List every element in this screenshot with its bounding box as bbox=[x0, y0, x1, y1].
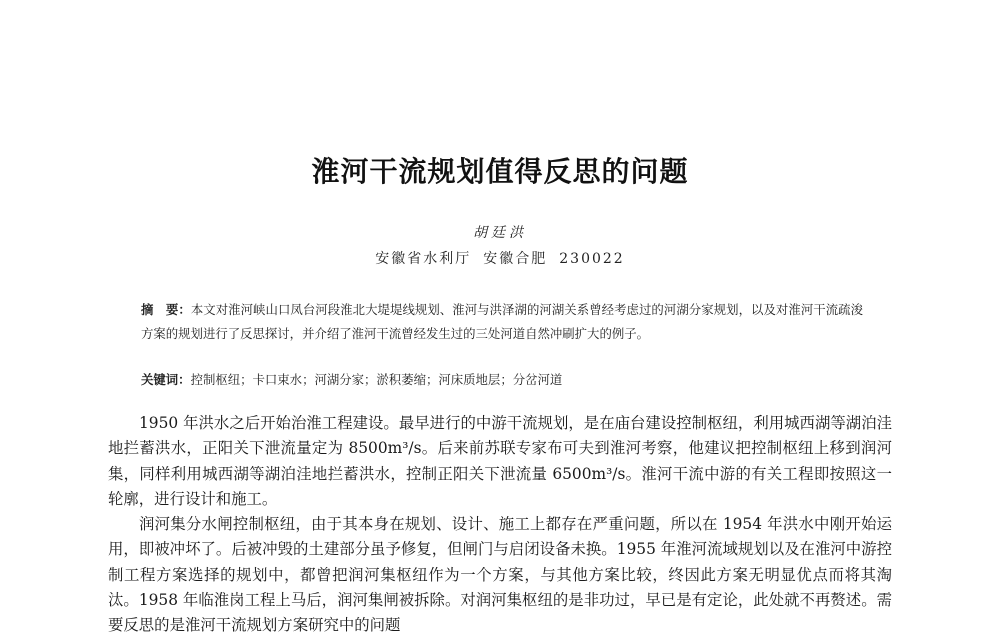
body-text bbox=[108, 411, 892, 639]
affiliation-city: 安徽合肥 bbox=[483, 251, 548, 267]
abstract bbox=[141, 298, 863, 346]
paragraph-2: 润河集分水闸控制枢纽，由于其本身在规划、设计、施工上都存在严重问题，所以在 1954 年洪水中刚开始运用，即被冲坏了。后被冲毁的土建部分虽予修复，但闸门与启闭设备未换。1955 年淮河流域规划以及在淮河中游控制工程方案选择的规划中，都曾把润河集枢纽作为一个方案，与其他方案比较，终因此方案无明显优点而将其淘汰。1958 年临淮岗工程上马后，润河集闸被拆除。对润河集枢纽的是非功过，早已是有定论，此处就不再赘述。需要反思的是淮河干流规划方案研究中的问题 bbox=[108, 515, 893, 635]
paper-title: 淮河干流规划值得反思的问题 bbox=[311, 155, 689, 188]
author-name: 胡廷洪 bbox=[473, 225, 527, 241]
keywords-text: 控制枢纽；卡口束水；河湖分家；淤积萎缩；河床质地层；分岔河道 bbox=[190, 372, 563, 387]
affiliation-org: 安徽省水利厅 bbox=[375, 251, 472, 267]
abstract-label: 摘 要： bbox=[141, 302, 191, 317]
abstract-text: 本文对淮河峡山口凤台河段淮北大堤堤线规划、淮河与洪泽湖的河湖关系曾经考虑过的河湖分家规划，以及对淮河干流疏浚方案的规划进行了反思探讨，并介绍了淮河干流曾经发生过的三处河道自然冲刷扩大的例子。 bbox=[141, 302, 864, 341]
keywords-label: 关键词： bbox=[141, 372, 191, 387]
paragraph-1: 1950 年洪水之后开始治淮工程建设。最早进行的中游干流规划，是在庙台建设控制枢纽，利用城西湖等湖泊洼地拦蓄洪水，正阳关下泄流量定为 8500m³/s。后来前苏联专家布可夫到淮河考察，他建议把控制枢纽上移到润河集，同样利用城西湖等湖泊洼地拦蓄洪水，控制正阳关下泄流量 6500m³/s。淮河干流中游的有关工程即按照这一轮廓，进行设计和施工。 bbox=[108, 414, 892, 508]
keywords bbox=[141, 370, 863, 390]
affiliation-postcode: 230022 bbox=[559, 251, 625, 267]
affiliation bbox=[0, 248, 1000, 268]
